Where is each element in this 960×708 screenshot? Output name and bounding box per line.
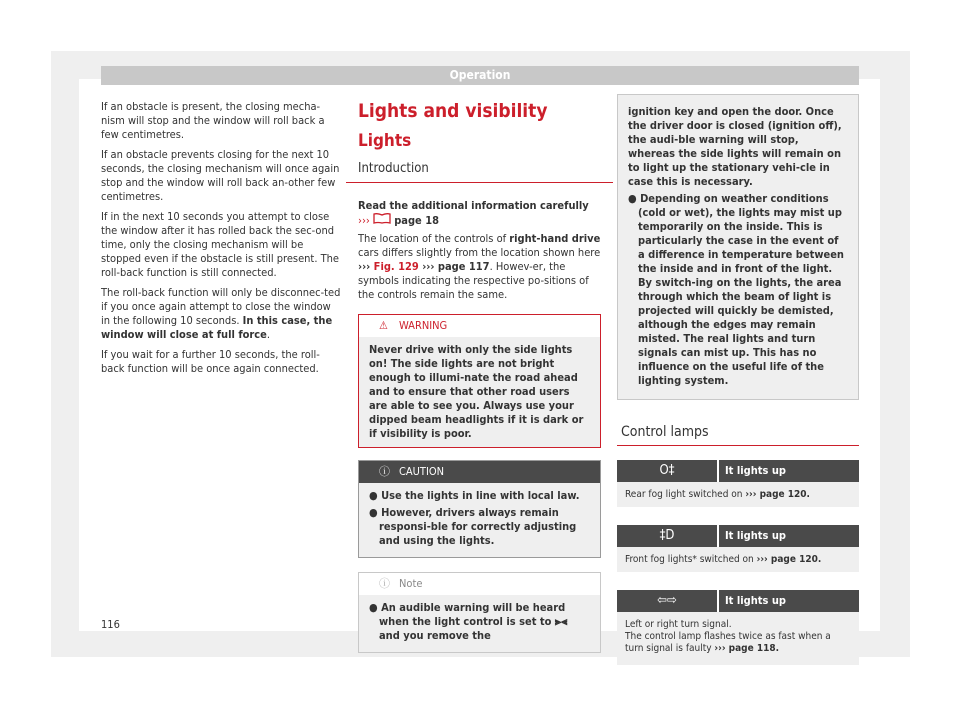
paragraph: The roll-back function will only be disconnec-ted if you once again attempt to close the window in the following 10 seconds. In this case, the window will close at full force. — [101, 286, 341, 341]
link-arrows: ››› — [714, 643, 726, 654]
link-arrows: ››› — [745, 489, 757, 500]
note-continuation-box — [617, 94, 859, 400]
link-arrows: ››› — [358, 214, 370, 227]
note-header — [359, 573, 600, 595]
paragraph: If an obstacle is present, the closing mecha-nism will stop and the window will roll back a few centimetres. — [101, 100, 325, 141]
book-icon — [373, 214, 391, 227]
page-number: 116 — [101, 618, 120, 631]
control-lamps-title: Control lamps — [617, 424, 859, 446]
paragraph: ignition key and open the door. Once the driver door is closed (ignition off), the audi-ble warning will stop, whereas the side lights will remain on to light up the stationary vehi-cle in case this is necessary. — [628, 105, 842, 188]
turn-signal-icon: ⇦⇨ — [617, 590, 717, 612]
page-link[interactable]: page 18 — [394, 214, 439, 227]
caution-header — [359, 461, 600, 483]
front-fog-light-icon: ‡D — [617, 525, 717, 547]
warning-icon: ⚠ — [379, 319, 388, 332]
lamp-description: Left or right turn signal. The control lamp flashes twice as fast when a turn signal is faulty ››› page 118. — [617, 612, 859, 665]
side-lights-icon: ⫸⫷ — [554, 615, 568, 628]
lamp-status: It lights up — [717, 460, 859, 482]
info-icon: ⓘ — [379, 577, 390, 590]
control-lamp-row — [617, 590, 859, 665]
note-text — [359, 595, 600, 652]
caution-box — [358, 460, 601, 558]
control-lamp-row — [617, 525, 859, 572]
read-more-note: Read the additional information carefully ››› page 18 — [358, 199, 589, 227]
list-item: ● An audible warning will be heard when the light control is set to ⫸⫷ and you remove the — [369, 601, 568, 642]
list-item: ● However, drivers always remain responsi-ble for correctly adjusting and using the lights. — [369, 506, 577, 547]
link-arrows: ››› — [756, 554, 768, 565]
caution-title: CAUTION — [399, 465, 445, 478]
column-right — [617, 94, 859, 675]
paragraph: The location of the controls of right-hand drive cars differs slightly from the location shown here ››› Fig. 129 ››› page 117. Howev-er, the symbols indicating the respective po-sitions of the controls remain the same. — [358, 232, 601, 301]
page-link[interactable]: page 118. — [725, 643, 780, 654]
paragraph: If you wait for a further 10 seconds, the roll-back function will be once again connected. — [101, 348, 320, 375]
lamp-status: It lights up — [717, 590, 859, 612]
lamp-description: Rear fog light switched on ››› page 120. — [617, 482, 859, 507]
warning-text: Never drive with only the side lights on! The side lights are not bright enough to illumi-nate the road ahead and to ensure that other road users are able to see you. Always use your dipped beam headlights if it is dark or if visibility is poor. — [369, 343, 584, 440]
note-title: Note — [399, 577, 423, 590]
lamp-status: It lights up — [717, 525, 859, 547]
list-item: ● Depending on weather conditions (cold or wet), the lights may mist up temporarily on the inside. This is particularly the case in the event of a difference in temperature between the inside and in front of the light. By switch-ing on the lights, the area through which the beam of light is projected will quickly be demisted, although the edges may remain misted. The real lights and turn signals can mist up. This has no influence on the useful life of the lighting system. — [628, 192, 844, 387]
column-left — [101, 100, 342, 382]
subsection-title: Introduction — [346, 161, 613, 183]
figure-link[interactable]: Fig. 129 — [370, 260, 419, 273]
lamp-description: Front fog lights* switched on ››› page 120. — [617, 547, 859, 572]
control-lamp-row — [617, 460, 859, 507]
note-box — [358, 572, 601, 653]
page-link[interactable]: page 120. — [767, 554, 822, 565]
page-link[interactable]: page 117 — [434, 260, 490, 273]
chapter-title: Lights and visibility — [358, 100, 548, 122]
list-item: ● Use the lights in line with local law. — [369, 489, 580, 502]
rear-fog-light-icon: O‡ — [617, 460, 717, 482]
link-arrows: ››› — [358, 260, 371, 273]
caution-list — [359, 483, 600, 557]
link-arrows: ››› — [418, 260, 435, 273]
section-header: Operation — [101, 66, 859, 85]
page-link[interactable]: page 120. — [756, 489, 810, 500]
paragraph: If an obstacle prevents closing for the next 10 seconds, the closing mechanism will once again stop and the window will roll back an-other few centimetres. — [101, 148, 340, 203]
warning-box — [358, 314, 601, 448]
warning-title: WARNING — [399, 319, 448, 332]
paragraph: If in the next 10 seconds you attempt to close the window after it has rolled back the sec-ond time, only the closing mechanism will be stopped even if the obstacle is still present. The roll-back function is still connected. — [101, 210, 340, 279]
section-title: Lights — [358, 131, 412, 151]
column-middle — [358, 100, 601, 653]
warning-header — [359, 315, 600, 337]
info-icon: ⓘ — [379, 465, 390, 478]
